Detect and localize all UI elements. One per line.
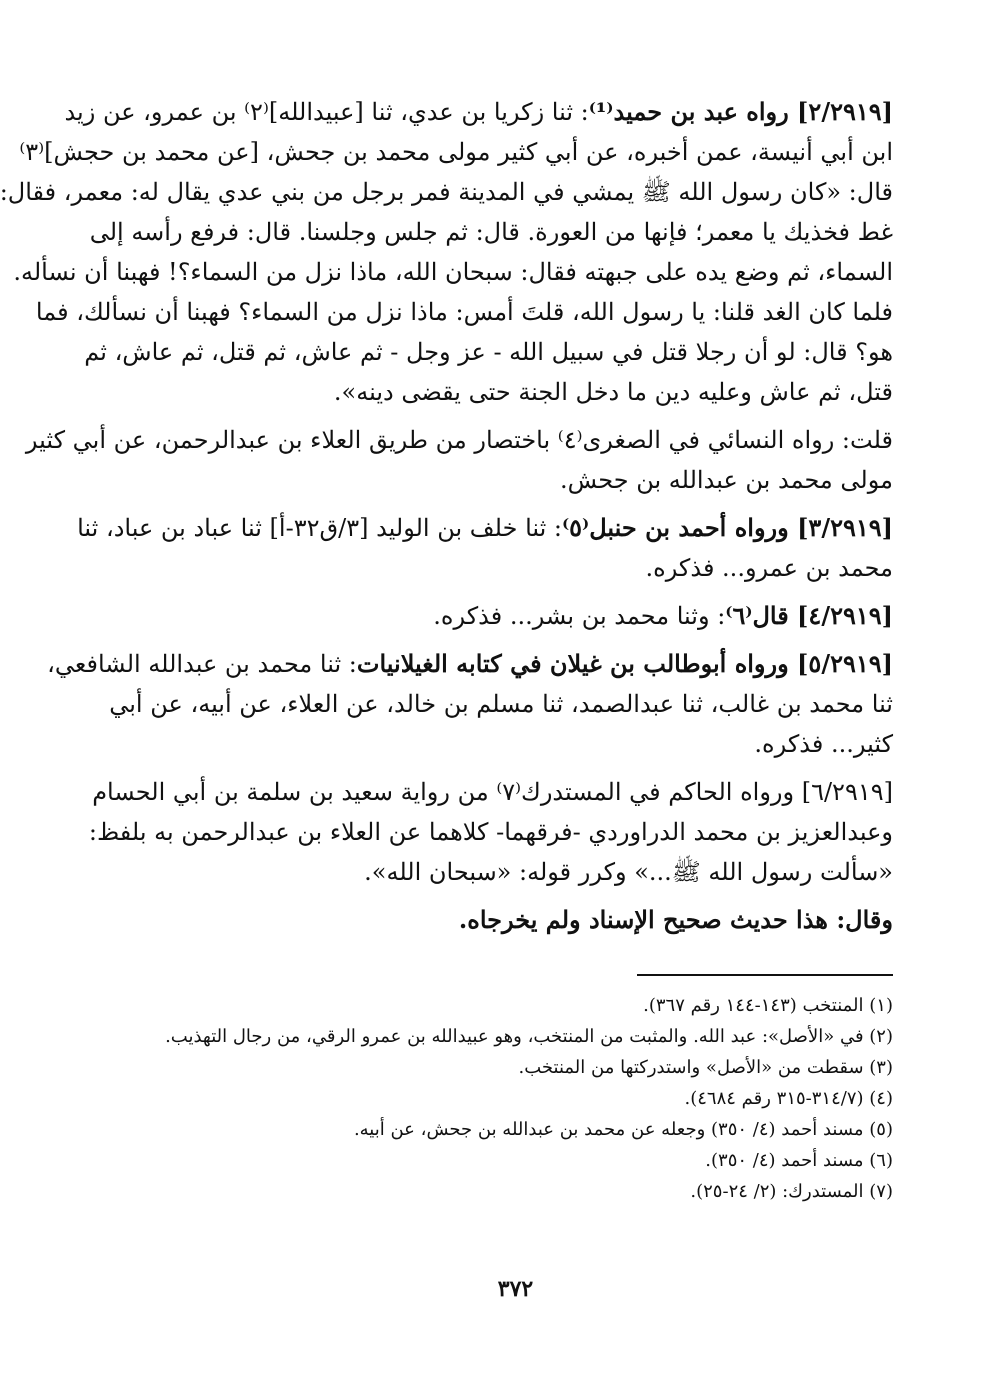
footnote-7: (٧) المستدرك: (٢/ ٢٤-٢٥). (690, 1181, 893, 1202)
footnote-5: (٥) مسند أحمد (٤/ ٣٥٠) وجعله عن محمد بن عبدالله بن جحش، عن أبيه. (353, 1119, 893, 1140)
footnote-3: (٣) سقطت من «الأصل» واستدركتها من المنتخب. (518, 1057, 893, 1078)
text-line: قال: «كان رسول الله ﷺ يمشي في المدينة فمر برجل من بني عدي يقال له: معمر، فقال: (0, 178, 893, 206)
paragraph-qult (25, 420, 893, 500)
footnotes (118, 990, 893, 1207)
text-line: ثنا محمد بن غالب، ثنا عبدالصمد، ثنا مسلم بن خالد، عن العلاء، عن أبيه، عن أبي (109, 690, 893, 718)
paragraph-2919-2 (0, 92, 893, 412)
text-line: قلت: رواه النسائي في الصغرى⁽٤⁾ باختصار من طريق العلاء بن عبدالرحمن، عن أبي كثير (25, 426, 893, 454)
text-line: «سألت رسول الله ﷺ...» وكرر قوله: «سبحان الله». (364, 858, 893, 886)
text-line: [٢/٢٩١٩] رواه عبد بن حميد⁽¹⁾: ثنا زكريا بن عدي، ثنا [عبيدالله]⁽٢⁾ بن عمرو، عن زيد (64, 97, 893, 126)
text-line: مولى محمد بن عبدالله بن جحش. (560, 466, 893, 494)
text-line: غط فخذيك يا معمر؛ فإنها من العورة. قال: ثم جلس وجلسنا. قال: فرفع رأسه إلى (89, 218, 893, 246)
text-line: [٥/٢٩١٩] ورواه أبوطالب بن غيلان في كتابه الغيلانيات: ثنا محمد بن عبدالله الشافعي، (47, 649, 893, 678)
footnote-1: (١) المنتخب (١٤٣-١٤٤ رقم ٣٦٧). (643, 995, 893, 1016)
text-line: محمد بن عمرو... فذكره. (645, 554, 893, 582)
text-line: كثير... فذكره. (754, 730, 893, 758)
paragraph-2919-3 (77, 508, 893, 588)
paragraph-2919-5 (47, 644, 893, 764)
text-line: [٤/٢٩١٩] قال⁽٦⁾: وثنا محمد بن بشر... فذكره. (433, 601, 893, 630)
footnote-6: (٦) مسند أحمد (٤/ ٣٥٠). (705, 1150, 893, 1171)
page-number: ٣٧٢ (497, 1276, 534, 1302)
text-line: هو؟ قال: لو أن رجلا قتل في سبيل الله - عز وجل - ثم عاش، ثم قتل، ثم عاش، ثم (84, 338, 893, 366)
text-line: [٦/٢٩١٩] ورواه الحاكم في المستدرك⁽٧⁾ من رواية سعيد بن سلمة بن أبي الحسام (92, 778, 893, 806)
hadith-text (0, 92, 893, 940)
footnote-2: (٢) في «الأصل»: عبد الله. والمثبت من المنتخب، وهو عبيدالله بن عمرو الرقي، من رجال التهذيب. (165, 1026, 893, 1047)
text-line: قتل، ثم عاش وعليه دين ما دخل الجنة حتى يقضى دينه». (333, 378, 893, 406)
paragraph-2919-6 (88, 772, 893, 892)
footnote-4: (٤) (٣١٤/٧-٣١٥ رقم ٤٦٨٤). (684, 1088, 893, 1109)
text-line: السماء، ثم وضع يده على جبهته فقال: سبحان الله، ماذا نزل من السماء؟! فهبنا أن نسأله. (13, 258, 893, 286)
text-line: وعبدالعزيز بن محمد الدراوردي -فرقهما- كلاهما عن العلاء بن عبدالرحمن به بلفظ: (88, 818, 893, 846)
text-line: [٣/٢٩١٩] ورواه أحمد بن حنبل⁽٥⁾: ثنا خلف بن الوليد [٣/ق٣٢-أ] ثنا عباد بن عباد، ثنا (77, 513, 893, 542)
closing-statement: وقال: هذا حديث صحيح الإسناد ولم يخرجاه. (458, 905, 893, 934)
text-line: ابن أبي أنيسة، عمن أخبره، عن أبي كثير مولى محمد بن جحش، [عن محمد بن حجش]⁽٣⁾ (19, 138, 893, 166)
footnote-divider (637, 974, 893, 976)
paragraph-2919-4 (118, 596, 893, 636)
text-line: فلما كان الغد قلنا: يا رسول الله، قلتَ أمس: ماذا نزل من السماء؟ فهبنا أن نسألك، فما (35, 298, 893, 326)
